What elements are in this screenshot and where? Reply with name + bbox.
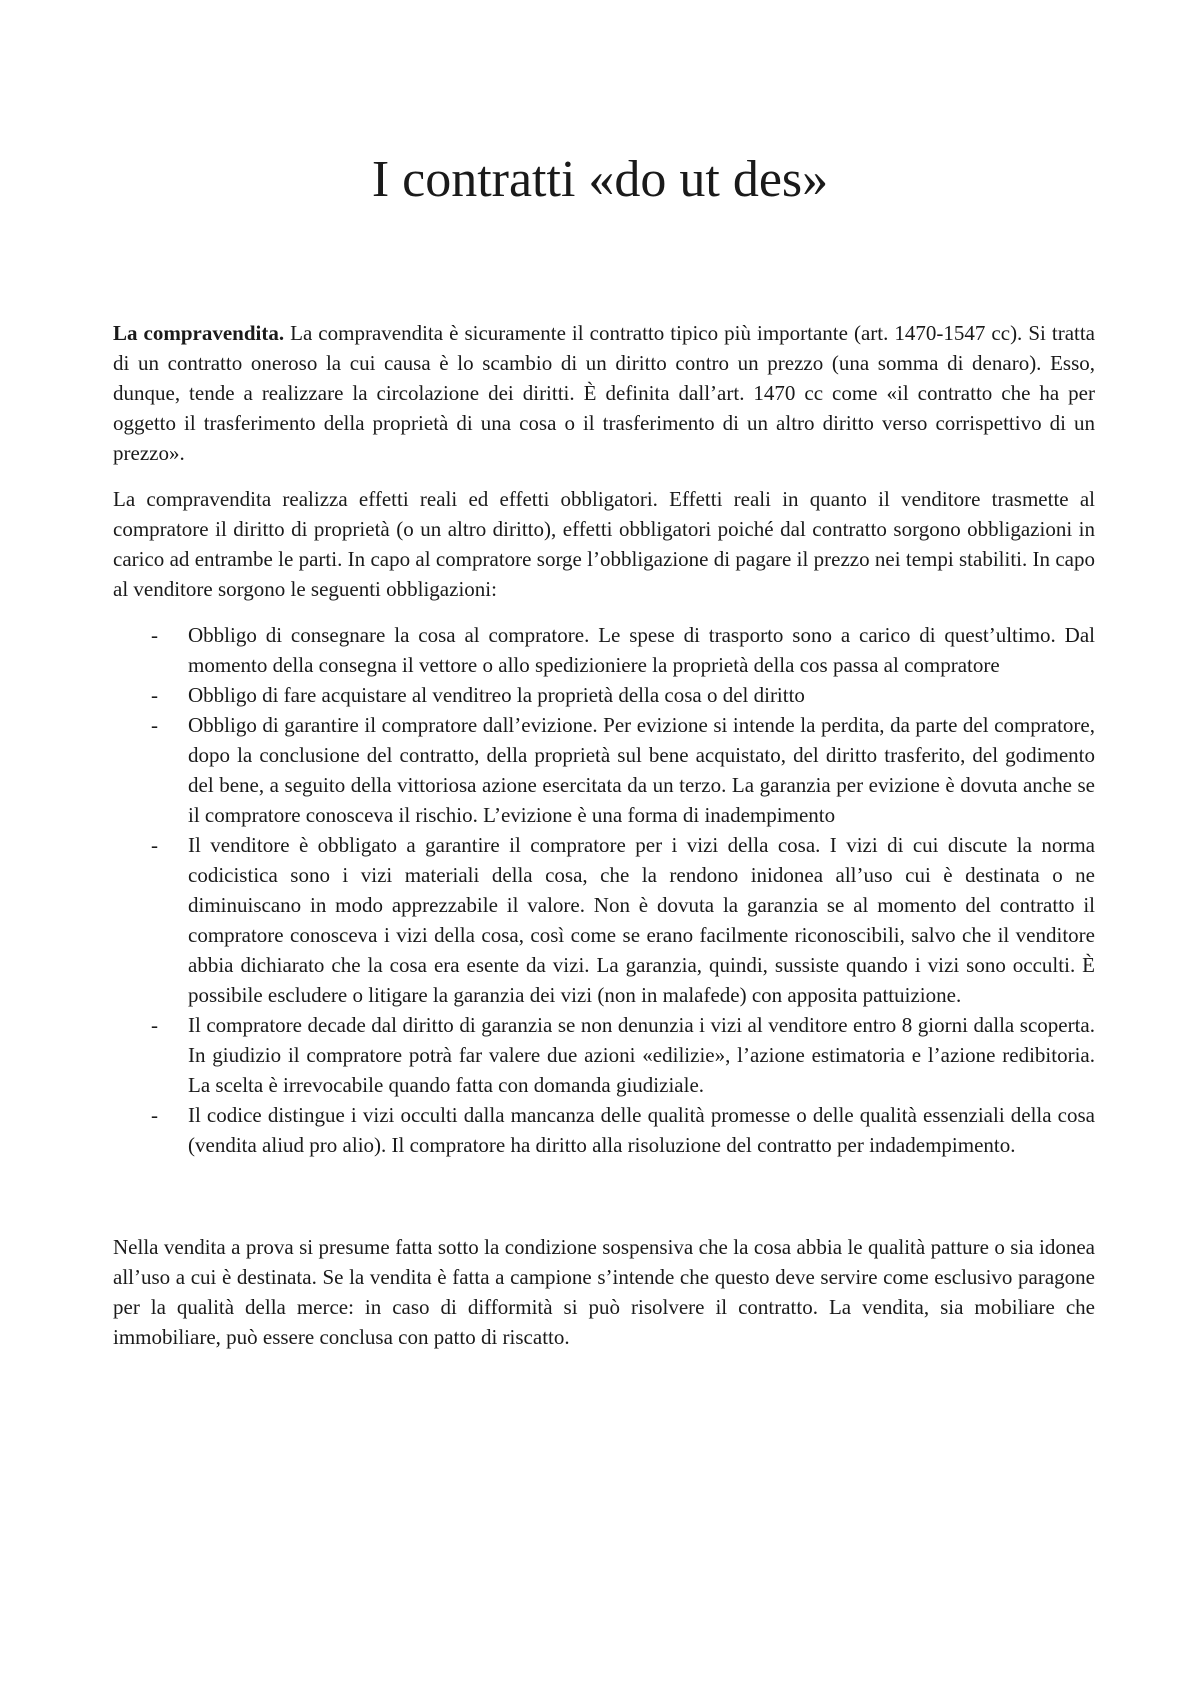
list-item (113, 620, 1095, 680)
list-item-text: Il compratore decade dal diritto di garanzia se non denunzia i vizi al venditore entro 8 giorni dalla scoperta. In giudizio il compratore potrà far valere due azioni «edilizie», l’azione estimatoria e l’azione redibitoria. La scelta è irrevocabile quando fatta con domanda giudiziale. (188, 1013, 1095, 1097)
paragraph-vendita-a-prova: Nella vendita a prova si presume fatta sotto la condizione sospensiva che la cosa abbia le qualità patture o sia idonea all’uso a cui è destinata. Se la vendita è fatta a campione s’intende che questo deve servire come esclusivo paragone per la qualità della merce: in caso di difformità si può risolvere il contratto. La vendita, sia mobiliare che immobiliare, può essere conclusa con patto di riscatto. (113, 1235, 1095, 1349)
paragraph-effects: La compravendita realizza effetti reali ed effetti obbligatori. Effetti reali in quanto il venditore trasmette al compratore il diritto di proprietà (o un altro diritto), effetti obbligatori poiché dal contratto sorgono obbligazioni in carico ad entrambe le parti. In capo al compratore sorge l’obbligazione di pagare il prezzo nei tempi stabiliti. In capo al venditore sorgono le seguenti obbligazioni: (113, 487, 1095, 601)
bullet-dash: - (151, 683, 158, 707)
bullet-dash: - (151, 1013, 158, 1037)
list-item-text: Obbligo di consegnare la cosa al compratore. Le spese di trasporto sono a carico di quest’ultimo. Dal momento della consegna il vettore o allo spedizioniere la proprietà della cos passa al compratore (188, 623, 1095, 677)
paragraph-intro-text: La compravendita è sicuramente il contratto tipico più importante (art. 1470-1547 cc). Si tratta di un contratto oneroso la cui causa è lo scambio di un diritto contro un prezzo (una somma di denaro). Esso, dunque, tende a realizzare la circolazione dei diritti. È definita dall’art. 1470 cc come «il contratto che ha per oggetto il trasferimento della proprietà di una cosa o il trasferimento di un altro diritto verso corrispettivo di un prezzo». (113, 321, 1096, 465)
bullet-dash: - (151, 1103, 158, 1127)
list-item (113, 680, 1095, 710)
list-item-text: Obbligo di fare acquistare al venditreo la proprietà della cosa o del diritto (188, 683, 805, 707)
list-item (113, 1100, 1095, 1160)
list-item-text: Obbligo di garantire il compratore dall’evizione. Per evizione si intende la perdita, da parte del compratore, dopo la conclusione del contratto, della proprietà sul bene acquistato, del diritto trasferito, del godimento del bene, a seguito della vittoriosa azione esercitata da un terzo. La garanzia per evizione è dovuta anche se il compratore conosceva il rischio. L’evizione è una forma di inadempimento (188, 713, 1095, 827)
bullet-dash: - (151, 623, 158, 647)
paragraph-lead-heading: La compravendita. (113, 321, 285, 345)
paragraph-intro (113, 318, 1095, 468)
list-item (113, 1010, 1095, 1100)
list-item (113, 710, 1095, 830)
document-title: I contratti «do ut des» (371, 151, 829, 208)
list-item (113, 830, 1095, 1010)
list-item-text: Il codice distingue i vizi occulti dalla mancanza delle qualità promesse o delle qualità essenziali della cosa (vendita aliud pro alio). Il compratore ha diritto alla risoluzione del contratto per indadempimento. (188, 1103, 1095, 1157)
obligations-list (113, 620, 1095, 1160)
bullet-dash: - (151, 713, 158, 737)
bullet-dash: - (151, 833, 158, 857)
document-body (113, 318, 1095, 1368)
list-item-text: Il venditore è obbligato a garantire il compratore per i vizi della cosa. I vizi di cui discute la norma codicistica sono i vizi materiali della cosa, che la rendono inidonea all’uso cui è destinata o ne diminuiscano in modo apprezzabile il valore. Non è dovuta la garanzia se al momento del contratto il compratore conosceva i vizi della cosa, così come se erano facilmente riconoscibili, salvo che il venditore abbia dichiarato che la cosa era esente da vizi. La garanzia, quindi, sussiste quando i vizi sono occulti. È possibile escludere o litigare la garanzia dei vizi (non in malafede) con apposita pattuizione. (188, 833, 1095, 1007)
